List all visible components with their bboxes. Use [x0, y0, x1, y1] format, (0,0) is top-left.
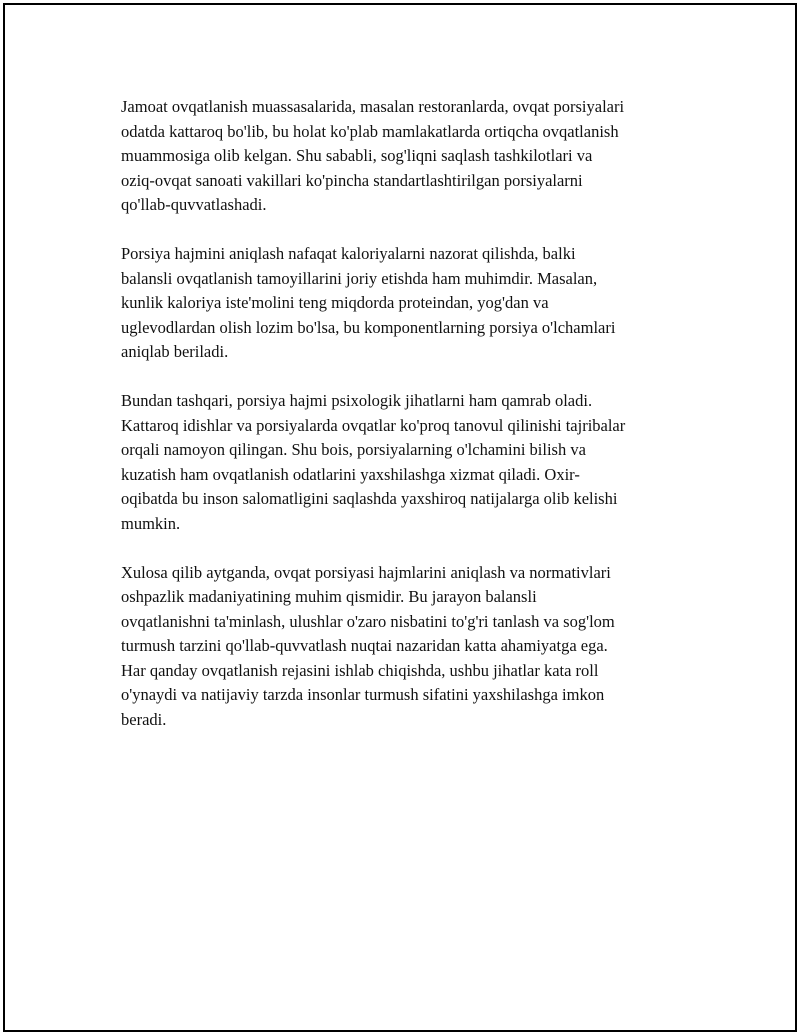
document-page — [3, 3, 797, 1032]
paragraph-3: Bundan tashqari, porsiya hajmi psixologik jihatlarni ham qamrab oladi. Kattaroq idishlar va porsiyalarda ovqatlar ko'proq tanovul qilinishi tajribalar orqali namoyon qilingan. Shu bois, porsiyalarning o'lchamini bilish va kuzatish ham ovqatlanish odatlarini yaxshilashga xizmat qiladi. Oxir- oqibatda bu inson salomatligini saqlashda yaxshiroq natijalarga olib kelishi mumkin. — [121, 391, 626, 533]
paragraph-4: Xulosa qilib aytganda, ovqat porsiyasi hajmlarini aniqlash va normativlari oshpazlik madaniyatining muhim qismidir. Bu jarayon balansli ovqatlanishni ta'minlash, ulushlar o'zaro nisbatini to'g'ri tanlash va sog'lom turmush tarzini qo'llab-quvvatlash nuqtai nazaridan katta ahamiyatga ega. Har qanday ovqatlanish rejasini ishlab chiqishda, ushbu jihatlar kata roll o'ynaydi va natijaviy tarzda insonlar turmush sifatini yaxshilashga imkon beradi. — [121, 562, 615, 729]
paragraph-2: Porsiya hajmini aniqlash nafaqat kaloriyalarni nazorat qilishda, balki balansli ovqatlanish tamoyillarini joriy etishda ham muhimdir. Masalan, kunlik kaloriya iste'molini teng miqdorda proteindan, yog'dan va uglevodlardan olish lozim bo'lsa, bu komponentlarning porsiya o'lchamlari aniqlab beriladi. — [121, 244, 616, 361]
paragraph-1: Jamoat ovqatlanish muassasalarida, masalan restoranlarda, ovqat porsiyalari odatda kattaroq bo'lib, bu holat ko'plab mamlakatlarda ortiqcha ovqatlanish muammosiga olib kelgan. Shu sababli, sog'liqni saqlash tashkilotlari va oziq-ovqat sanoati vakillari ko'pincha standartlashtirilgan porsiyalarni qo'llab-quvvatlashadi. — [121, 97, 625, 214]
document-body — [121, 95, 701, 757]
